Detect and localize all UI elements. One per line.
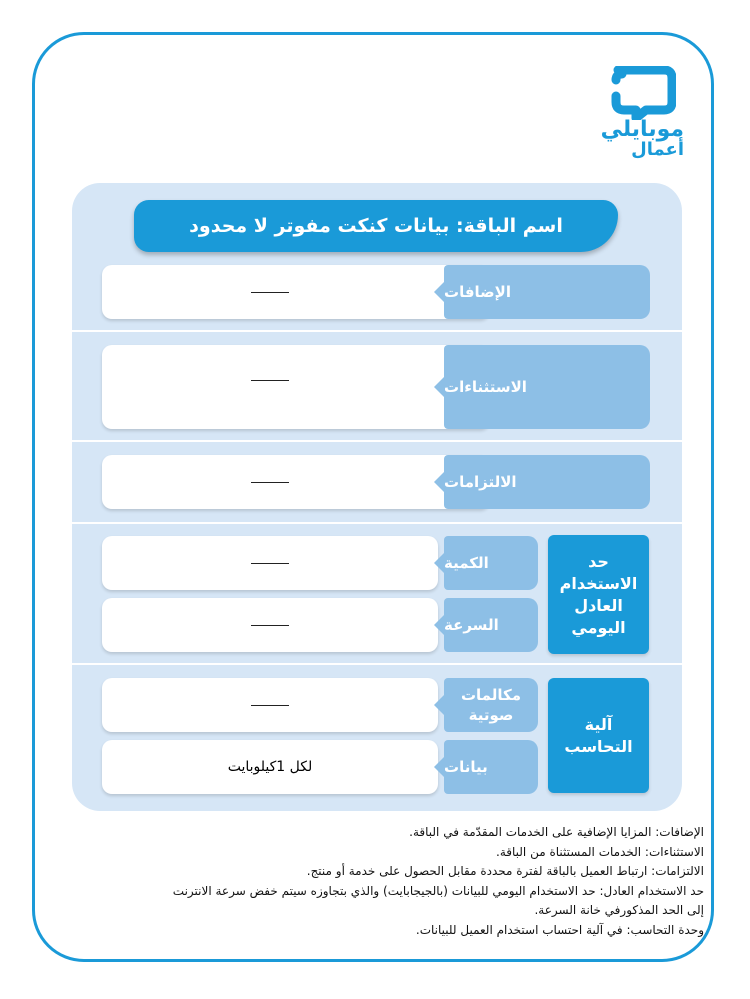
- exceptions-label: الاستثناءات: [444, 345, 650, 429]
- note-line: الاستثناءات: الخدمات المستثناة من الباقة.: [496, 844, 704, 859]
- section-divider: [72, 663, 682, 665]
- data-label: بيانات: [444, 740, 538, 794]
- empty-value-dash: [251, 292, 289, 293]
- definitions-notes: [64, 823, 704, 940]
- empty-value-dash: [251, 482, 289, 483]
- note-line: إلى الحد المذكورفي خانة السرعة.: [534, 903, 704, 917]
- note-line: الالتزامات: ارتباط العميل بالباقة لفترة محددة مقابل الحصول على خدمة أو منتج.: [306, 864, 704, 878]
- addons-label: الإضافات: [444, 265, 650, 319]
- empty-value-dash: [251, 705, 289, 706]
- exceptions-row: [102, 345, 650, 429]
- speed-label: السرعة: [444, 598, 538, 652]
- fair-use-speed-row: [102, 598, 538, 652]
- brand-subtitle: أعمال: [631, 139, 684, 160]
- voice-calls-value: [222, 678, 318, 732]
- quantity-label: الكمية: [444, 536, 538, 590]
- fair-use-label: حد الاستخدام العادل اليومي: [548, 535, 649, 654]
- section-divider: [72, 440, 682, 442]
- section-divider: [72, 330, 682, 332]
- addons-row: [102, 265, 650, 319]
- empty-value-dash: [251, 625, 289, 626]
- data-billing-unit: لكل 1كيلوبايت: [227, 759, 313, 775]
- empty-value-dash: [251, 563, 289, 564]
- brand-name: موبايلي: [600, 117, 684, 142]
- exceptions-value: [222, 345, 318, 415]
- billing-voice-row: [102, 678, 538, 732]
- note-line: الإضافات: المزايا الإضافية على الخدمات المقدّمة في الباقة.: [409, 825, 704, 839]
- mobily-logo-icon: [610, 66, 684, 120]
- commitments-row: [102, 455, 650, 509]
- billing-data-row: [102, 740, 538, 794]
- section-divider: [72, 522, 682, 524]
- commitments-label: الالتزامات: [444, 455, 650, 509]
- brand-logo-text: [600, 117, 684, 160]
- note-line: وحدة التحاسب: في آلية احتساب استخدام العميل للبيانات.: [415, 922, 704, 937]
- empty-value-dash: [251, 380, 289, 381]
- plan-title: اسم الباقة: بيانات كنكت مفوتر لا محدود: [134, 200, 618, 252]
- note-line: حد الاستخدام العادل: حد الاستخدام اليومي للبيانات (بالجيجابايت) والذي بتجاوزه سيتم خفض سرعة الانترنت: [172, 883, 704, 898]
- billing-label: آلية التحاسب: [548, 678, 649, 793]
- quantity-value: [222, 536, 318, 590]
- commitments-value: [222, 455, 318, 509]
- voice-calls-label: مكالمات صوتية: [444, 678, 538, 732]
- addons-value: [222, 265, 318, 319]
- speed-value: [222, 598, 318, 652]
- fair-use-quantity-row: [102, 536, 538, 590]
